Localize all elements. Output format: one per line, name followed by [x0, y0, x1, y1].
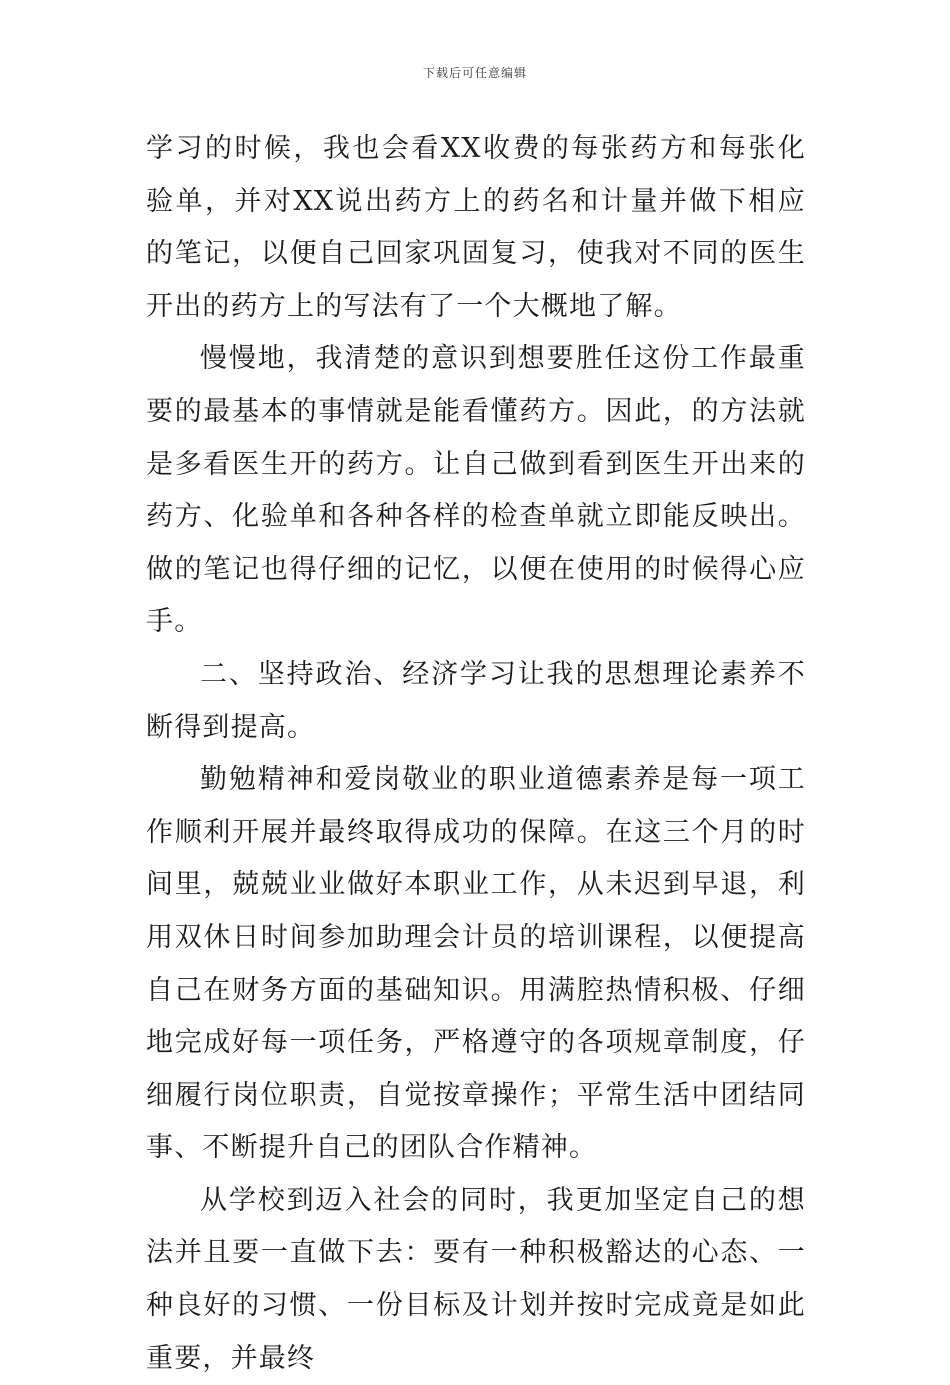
page-header: 下载后可任意编辑: [422, 66, 527, 80]
paragraph-3: 二、坚持政治、经济学习让我的思想理论素养不断得到提高。: [146, 658, 806, 743]
document-body: [146, 123, 806, 1385]
paragraph-2: 慢慢地，我清楚的意识到想要胜任这份工作最重要的最基本的事情就是能看懂药方。因此，的方法就是多看医生开的药方。让自己做到看到医生开出来的药方、化验单和各种各样的检查单就立即能反映出。做的笔记也得仔细的记忆，以便在使用的时候得心应手。: [146, 343, 806, 638]
paragraph-4: 勤勉精神和爱岗敬业的职业道德素养是每一项工作顺利开展并最终取得成功的保障。在这三个月的时间里，兢兢业业做好本职业工作，从未迟到早退，利用双休日时间参加助理会计员的培训课程，以便提高自己在财务方面的基础知识。用满腔热情积极、仔细地完成好每一项任务，严格遵守的各项规章制度，仔细履行岗位职责，自觉按章操作；平常生活中团结同事、不断提升自己的团队合作精神。: [146, 764, 806, 1164]
paragraph-1: 学习的时候，我也会看XX收费的每张药方和每张化验单，并对XX说出药方上的药名和计量并做下相应的笔记，以便自己回家巩固复习，使我对不同的医生开出的药方上的写法有了一个大概地了解。: [146, 133, 806, 322]
paragraph-5: 从学校到迈入社会的同时，我更加坚定自己的想法并且要一直做下去：要有一种积极豁达的心态、一种良好的习惯、一份目标及计划并按时完成竟是如此重要，并最终: [146, 1184, 806, 1374]
